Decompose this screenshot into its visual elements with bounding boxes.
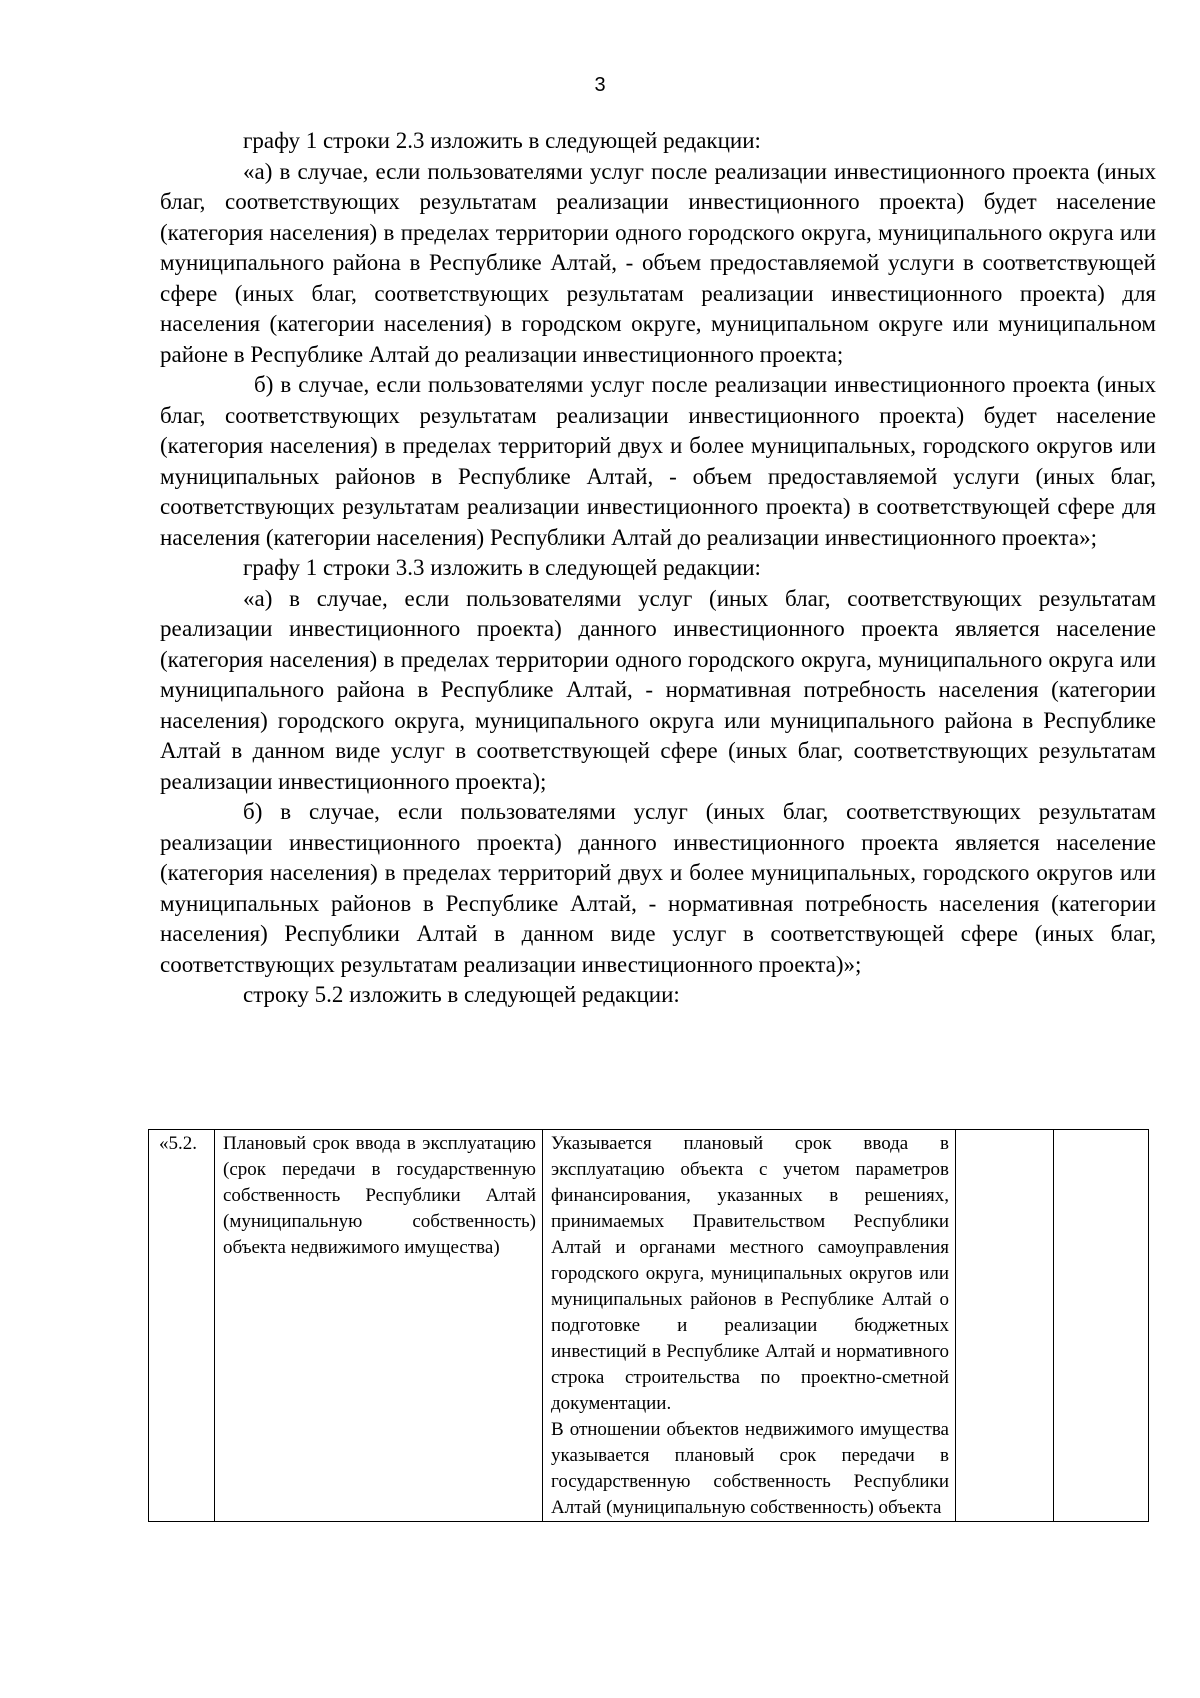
description-cell xyxy=(543,1130,956,1522)
document-body xyxy=(160,126,1156,1011)
indicator-cell xyxy=(215,1130,543,1522)
paragraph-2-3-item-a: «а) в случае, если пользователями услуг после реализации инвестиционного проекта (иных благ, соответствующих результатам реализации инвестиционного проекта) будет население (категория населения) в пределах территории одного городского округа, муниципального округа или муниципального района в Республике Алтай, - объем предоставляемой услуги в соответствующей сфере (иных благ, соответствующих результатам реализации инвестиционного проекта) для населения (категории населения) в городском округе, муниципальном округе или муниципальном районе в Республике Алтай до реализации инвестиционного проекта; xyxy=(160,158,1156,367)
paragraph-3-3-item-b: б) в случае, если пользователями услуг (иных благ, соответствующих результатам реализации инвестиционного проекта) данного инвестиционного проекта является население (категория населения) в пределах территорий двух и более муниципальных, городского округов или муниципальных районов в Республике Алтай, - нормативная потребность населения (категории населения) Республики Алтай в данном виде услуг в соответствующей сфере (иных благ, соответствующих результатам реализации инвестиционного проекта)»; xyxy=(160,799,1156,977)
row-number-cell xyxy=(149,1130,215,1522)
page-number: 3 xyxy=(594,74,606,96)
paragraph-2-3-item-b: б) в случае, если пользователями услуг после реализации инвестиционного проекта (иных благ, соответствующих результатам реализации инвестиционного проекта) будет население (категория населения) в пределах территорий двух и более муниципальных, городского округов или муниципальных районов в Республике Алтай, - объем предоставляемой услуги (иных благ, соответствующих результатам реализации инвестиционного проекта) в соответствующей сфере для населения (категории населения) Республики Алтай до реализации инвестиционного проекта»; xyxy=(160,372,1156,550)
description-paragraph-1: Указывается плановый срок ввода в эксплуатацию объекта с учетом параметров финансирования, указанных в решениях, принимаемых Правительством Республики Алтай и органами местного самоуправления городского округа, муниципальных округов или муниципальных районов в Республике Алтай о подготовке и реализации бюджетных инвестиций в Республике Алтай и нормативного строка строительства по проектно-сметной документации. xyxy=(551,1133,949,1414)
empty-cell-4 xyxy=(956,1130,1054,1522)
row-number: «5.2. xyxy=(159,1133,197,1154)
indicator-text: Плановый срок ввода в эксплуатацию (срок передачи в государственную собственность Республики Алтай (муниципальную собственность) объекта недвижимого имущества) xyxy=(223,1133,536,1258)
empty-cell-5 xyxy=(1054,1130,1149,1522)
amendment-table xyxy=(148,1129,1149,1522)
description-paragraph-2: В отношении объектов недвижимого имущества указывается плановый срок передачи в государственную собственность Республики Алтай (муниципальную собственность) объекта xyxy=(551,1419,949,1518)
paragraph-amend-5-2-intro: строку 5.2 изложить в следующей редакции: xyxy=(243,982,680,1007)
paragraph-amend-2-3-intro: графу 1 строки 2.3 изложить в следующей редакции: xyxy=(243,128,761,153)
paragraph-amend-3-3-intro: графу 1 строки 3.3 изложить в следующей редакции: xyxy=(243,555,761,580)
paragraph-3-3-item-a: «а) в случае, если пользователями услуг (иных благ, соответствующих результатам реализации инвестиционного проекта) данного инвестиционного проекта является население (категория населения) в пределах территории одного городского округа, муниципального округа или муниципального района в Республике Алтай, - нормативная потребность населения (категории населения) городского округа, муниципального округа или муниципального района в Республике Алтай в данном виде услуг в соответствующей сфере (иных благ, соответствующих результатам реализации инвестиционного проекта); xyxy=(160,585,1156,794)
table-row xyxy=(149,1130,1149,1522)
